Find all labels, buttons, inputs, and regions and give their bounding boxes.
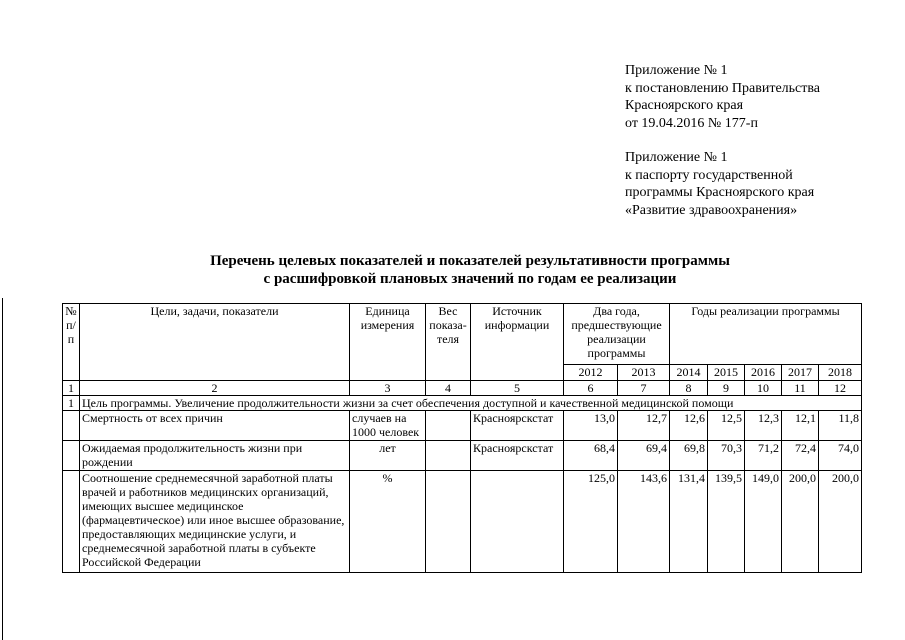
appendix-line: к постановлению Правительства xyxy=(625,80,821,96)
appendix-line: к паспорту государственной xyxy=(625,167,793,183)
value-cell: 125,0 xyxy=(564,471,618,573)
value-cell: 200,0 xyxy=(782,471,819,573)
indicator-weight xyxy=(426,471,471,573)
value-cell: 12,6 xyxy=(670,411,708,441)
appendix-passport-block xyxy=(625,149,814,219)
appendix-line: Приложение № 1 xyxy=(625,150,728,165)
column-number: 7 xyxy=(618,381,670,396)
appendix-line: Приложение № 1 xyxy=(625,63,728,78)
goal-row xyxy=(63,396,862,411)
value-cell: 68,4 xyxy=(564,441,618,471)
title-line-2: с расшифровкой плановых значений по годам ее реализации xyxy=(263,271,677,287)
column-number: 5 xyxy=(471,381,564,396)
value-cell: 71,2 xyxy=(745,441,782,471)
header-num: № п/п xyxy=(63,304,80,381)
row-num xyxy=(63,441,80,471)
header-goals: Цели, задачи, показатели xyxy=(80,304,350,381)
header-program-years: Годы реализации программы xyxy=(670,304,862,365)
indicator-unit: % xyxy=(350,471,426,573)
table-row xyxy=(63,471,862,573)
indicator-source: Красноярскстат xyxy=(471,411,564,441)
value-cell: 12,3 xyxy=(745,411,782,441)
header-prior-years: Два года, предшествующие реализации программы xyxy=(564,304,670,365)
year-cell: 2018 xyxy=(819,365,862,381)
document-title xyxy=(130,252,810,288)
value-cell: 131,4 xyxy=(670,471,708,573)
appendix-government-block xyxy=(625,62,820,132)
appendix-line: от 19.04.2016 № 177-п xyxy=(625,115,758,131)
indicators-table xyxy=(62,303,862,573)
value-cell: 74,0 xyxy=(819,441,862,471)
value-cell: 11,8 xyxy=(819,411,862,441)
appendix-line: «Развитие здравоохранения» xyxy=(625,202,798,218)
column-number: 9 xyxy=(708,381,745,396)
goal-num: 1 xyxy=(63,396,80,411)
indicator-name: Соотношение среднемесячной заработной платы врачей и работников медицинских организаций, имеющих высшее медицинское (фармацевтическое) или иное высшее образование, предоставляющих медицинские услуги, и среднемесячной заработной платы в субъекте Российской Федерации xyxy=(80,471,350,573)
value-cell: 149,0 xyxy=(745,471,782,573)
value-cell: 12,1 xyxy=(782,411,819,441)
indicator-unit: лет xyxy=(350,441,426,471)
value-cell: 139,5 xyxy=(708,471,745,573)
year-cell: 2015 xyxy=(708,365,745,381)
value-cell: 13,0 xyxy=(564,411,618,441)
appendix-line: Красноярского края xyxy=(625,98,744,113)
column-number: 2 xyxy=(80,381,350,396)
header-source: Источник информации xyxy=(471,304,564,381)
table-column-numbers-row xyxy=(63,381,862,396)
value-cell: 70,3 xyxy=(708,441,745,471)
year-cell: 2017 xyxy=(782,365,819,381)
value-cell: 12,5 xyxy=(708,411,745,441)
column-number: 6 xyxy=(564,381,618,396)
column-number: 3 xyxy=(350,381,426,396)
table-row xyxy=(63,441,862,471)
value-cell: 143,6 xyxy=(618,471,670,573)
indicator-weight xyxy=(426,441,471,471)
margin-rule xyxy=(2,298,3,640)
goal-text: Цель программы. Увеличение продолжительности жизни за счет обеспечения доступной и качественной медицинской помощи xyxy=(80,396,862,411)
indicator-weight xyxy=(426,411,471,441)
indicator-name: Смертность от всех причин xyxy=(80,411,350,441)
column-number: 11 xyxy=(782,381,819,396)
column-number: 1 xyxy=(63,381,80,396)
year-cell: 2012 xyxy=(564,365,618,381)
title-line-1: Перечень целевых показателей и показателей результативности программы xyxy=(210,253,730,269)
year-cell: 2016 xyxy=(745,365,782,381)
table-header-row xyxy=(63,304,862,365)
column-number: 12 xyxy=(819,381,862,396)
row-num xyxy=(63,411,80,441)
value-cell: 200,0 xyxy=(819,471,862,573)
appendix-line: программы Красноярского края xyxy=(625,185,815,200)
column-number: 4 xyxy=(426,381,471,396)
header-weight: Вес показа-теля xyxy=(426,304,471,381)
table-row xyxy=(63,411,862,441)
value-cell: 72,4 xyxy=(782,441,819,471)
row-num xyxy=(63,471,80,573)
indicator-source xyxy=(471,471,564,573)
indicator-source: Красноярскстат xyxy=(471,441,564,471)
header-unit: Единица измерения xyxy=(350,304,426,381)
value-cell: 69,4 xyxy=(618,441,670,471)
column-number: 10 xyxy=(745,381,782,396)
value-cell: 69,8 xyxy=(670,441,708,471)
indicator-name: Ожидаемая продолжительность жизни при рождении xyxy=(80,441,350,471)
indicator-unit: случаев на 1000 человек xyxy=(350,411,426,441)
column-number: 8 xyxy=(670,381,708,396)
year-cell: 2014 xyxy=(670,365,708,381)
value-cell: 12,7 xyxy=(618,411,670,441)
year-cell: 2013 xyxy=(618,365,670,381)
